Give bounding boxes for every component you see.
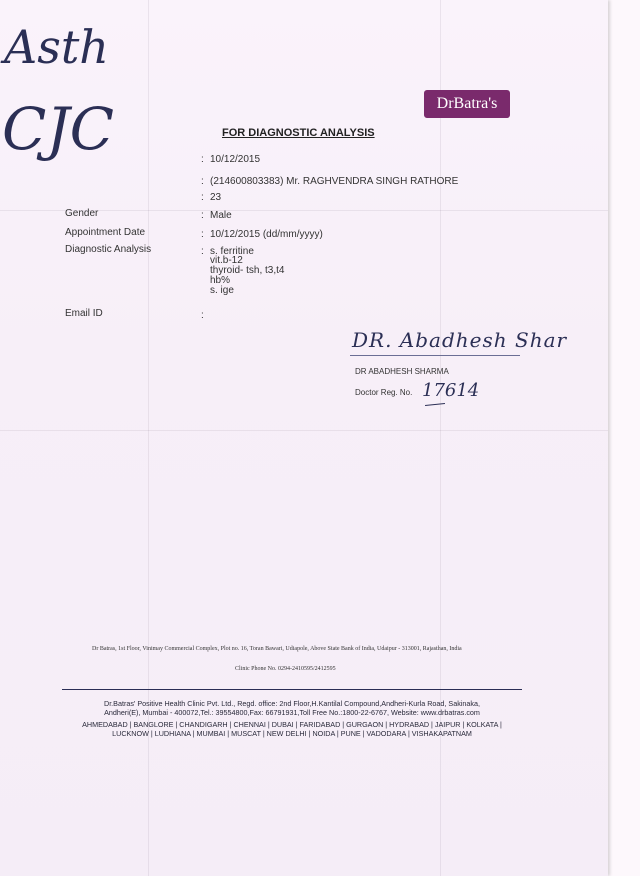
clinic-address: Dr Batras, 1st Floor, Vinimay Commercial Complex, Plot no. 16, Toran Bawari, Udiapole, Above State Bank of India, Udaipur - 313001, Rajasthan, India bbox=[92, 646, 462, 652]
form-title: FOR DIAGNOSTIC ANALYSIS bbox=[222, 127, 375, 139]
patient-value: (214600803383) Mr. RAGHVENDRA SINGH RATHORE bbox=[210, 176, 459, 187]
doctor-signature: DR. Abadhesh Shar bbox=[352, 328, 568, 352]
colon: : bbox=[201, 210, 204, 221]
doctor-name: DR ABADHESH SHARMA bbox=[355, 367, 449, 376]
diagnostic-item: s. ferritine bbox=[210, 246, 254, 257]
gender-value: Male bbox=[210, 210, 232, 221]
reg-underline bbox=[425, 403, 445, 406]
fold-line bbox=[148, 0, 149, 876]
footer-divider bbox=[62, 689, 522, 690]
handwritten-note-2: CJC bbox=[2, 95, 115, 163]
colon: : bbox=[201, 229, 204, 240]
footer-line: Dr.Batras' Positive Health Clinic Pvt. Ltd., Regd. office: 2nd Floor,H.Kantilal Compound,Andheri-Kurla Road, Sakinaka, bbox=[104, 699, 480, 708]
drbatras-logo: DrBatra's bbox=[424, 90, 510, 118]
date-value: 10/12/2015 bbox=[210, 154, 261, 165]
colon: : bbox=[201, 246, 204, 257]
age-value: 23 bbox=[210, 192, 222, 203]
colon: : bbox=[201, 310, 204, 321]
footer-line: Andheri(E), Mumbai - 400072,Tel.: 39554800,Fax: 66791931,Toll Free No.:1800-22-6767, Website: www.drbatras.com bbox=[104, 708, 480, 717]
fold-line bbox=[440, 0, 441, 876]
footer-cities: LUCKNOW | LUDHIANA | MUMBAI | MUSCAT | NEW DELHI | NOIDA | PUNE | VADODARA | VISHAKAPATNAM bbox=[112, 729, 472, 738]
doctor-reg-number: 17614 bbox=[422, 380, 480, 401]
signature-line bbox=[350, 355, 520, 356]
diagnostic-item: thyroid- tsh, t3,t4 bbox=[210, 265, 285, 276]
colon: : bbox=[201, 192, 204, 203]
email-label: Email ID bbox=[65, 308, 103, 319]
colon: : bbox=[201, 154, 204, 165]
footer-cities: AHMEDABAD | BANGLORE | CHANDIGARH | CHENNAI | DUBAI | FARIDABAD | GURGAON | HYDRABAD | JAIPUR | KOLKATA | bbox=[82, 720, 502, 729]
doctor-reg-label: Doctor Reg. No. bbox=[355, 388, 413, 397]
handwritten-note-1: Asth bbox=[4, 20, 109, 74]
fold-line bbox=[0, 430, 608, 431]
diagnostic-label: Diagnostic Analysis bbox=[65, 244, 152, 255]
colon: : bbox=[201, 176, 204, 187]
diagnostic-list bbox=[210, 256, 284, 296]
clinic-phone: Clinic Phone No. 0294-2410595/2412595 bbox=[235, 666, 336, 672]
gender-label: Gender bbox=[65, 208, 99, 219]
diagnostic-item: hb% bbox=[210, 275, 231, 286]
appointment-value: 10/12/2015 (dd/mm/yyyy) bbox=[210, 229, 323, 240]
diagnostic-item: vit.b-12 bbox=[210, 255, 243, 266]
diagnostic-item: s. ige bbox=[210, 285, 234, 296]
appointment-label: Appointment Date bbox=[65, 227, 146, 238]
